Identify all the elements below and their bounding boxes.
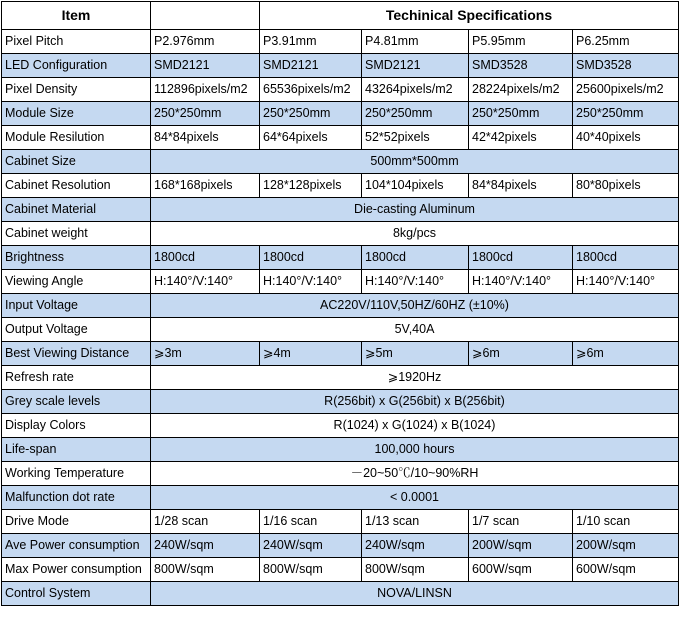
header-specs: Techinical Specifications [260,2,679,30]
table-row [2,150,679,174]
spec-merged-cell: 100,000 hours [151,438,679,462]
table-row [2,534,679,558]
spec-merged-cell: －20~50℃/10~90%RH [151,462,679,486]
spec-merged-cell: 8kg/pcs [151,222,679,246]
spec-cell: ⩾3m [151,342,260,366]
table-body [2,2,679,606]
spec-cell: 52*52pixels [362,126,469,150]
row-label: Life-span [2,438,151,462]
table-row [2,78,679,102]
spec-cell: 80*80pixels [573,174,679,198]
table-row [2,486,679,510]
row-label: Pixel Pitch [2,30,151,54]
table-row [2,342,679,366]
spec-merged-cell: 5V,40A [151,318,679,342]
row-label: Malfunction dot rate [2,486,151,510]
row-label: Max Power consumption [2,558,151,582]
spec-merged-cell: R(256bit) x G(256bit) x B(256bit) [151,390,679,414]
spec-cell: 200W/sqm [573,534,679,558]
row-label: Ave Power consumption [2,534,151,558]
row-label: Output Voltage [2,318,151,342]
spec-cell: 84*84pixels [151,126,260,150]
table-row [2,390,679,414]
spec-cell: 40*40pixels [573,126,679,150]
spec-cell: 800W/sqm [151,558,260,582]
header-row [2,2,679,30]
spec-cell: P2.976mm [151,30,260,54]
row-label: Pixel Density [2,78,151,102]
spec-cell: 600W/sqm [573,558,679,582]
row-label: Module Size [2,102,151,126]
table-row [2,438,679,462]
spec-cell: H:140°/V:140° [469,270,573,294]
row-label: Module Resilution [2,126,151,150]
table-row [2,510,679,534]
spec-cell: 1/7 scan [469,510,573,534]
row-label: Cabinet Resolution [2,174,151,198]
spec-cell: P6.25mm [573,30,679,54]
spec-cell: 1/13 scan [362,510,469,534]
table-row [2,54,679,78]
spec-cell: P5.95mm [469,30,573,54]
spec-cell: 28224pixels/m2 [469,78,573,102]
spec-merged-cell: AC220V/110V,50HZ/60HZ (±10%) [151,294,679,318]
spec-cell: SMD3528 [469,54,573,78]
table-row [2,102,679,126]
spec-merged-cell: NOVA/LINSN [151,582,679,606]
row-label: Cabinet Size [2,150,151,174]
spec-cell: 128*128pixels [260,174,362,198]
table-row [2,558,679,582]
spec-merged-cell: 500mm*500mm [151,150,679,174]
spec-cell: 42*42pixels [469,126,573,150]
spec-cell: 168*168pixels [151,174,260,198]
spec-cell: 800W/sqm [362,558,469,582]
table-row [2,582,679,606]
spec-merged-cell: < 0.0001 [151,486,679,510]
spec-cell: 43264pixels/m2 [362,78,469,102]
spec-cell: 240W/sqm [362,534,469,558]
spec-cell: SMD2121 [260,54,362,78]
table-row [2,414,679,438]
spec-cell: ⩾4m [260,342,362,366]
row-label: Display Colors [2,414,151,438]
table-row [2,126,679,150]
row-label: Brightness [2,246,151,270]
row-label: Grey scale levels [2,390,151,414]
spec-cell: 1/10 scan [573,510,679,534]
spec-cell: ⩾6m [469,342,573,366]
table-row [2,270,679,294]
spec-cell: 84*84pixels [469,174,573,198]
table-row [2,222,679,246]
row-label: Control System [2,582,151,606]
spec-cell: 1800cd [151,246,260,270]
spec-cell: P4.81mm [362,30,469,54]
spec-cell: 250*250mm [260,102,362,126]
spec-cell: 1800cd [260,246,362,270]
spec-cell: H:140°/V:140° [573,270,679,294]
specifications-table [1,1,679,606]
spec-cell: 1800cd [469,246,573,270]
spec-cell: 1800cd [362,246,469,270]
spec-cell: 250*250mm [151,102,260,126]
spec-cell: 250*250mm [573,102,679,126]
spec-cell: SMD2121 [362,54,469,78]
table-row [2,294,679,318]
table-row [2,174,679,198]
spec-cell: 1800cd [573,246,679,270]
spec-cell: 104*104pixels [362,174,469,198]
row-label: Best Viewing Distance [2,342,151,366]
spec-cell: SMD2121 [151,54,260,78]
row-label: Working Temperature [2,462,151,486]
spec-cell: 112896pixels/m2 [151,78,260,102]
table-row [2,366,679,390]
spec-merged-cell: ⩾1920Hz [151,366,679,390]
spec-cell: H:140°/V:140° [151,270,260,294]
spec-cell: ⩾5m [362,342,469,366]
spec-cell: 1/28 scan [151,510,260,534]
spec-cell: 600W/sqm [469,558,573,582]
header-blank [151,2,260,30]
header-item: Item [2,2,151,30]
spec-cell: SMD3528 [573,54,679,78]
row-label: Refresh rate [2,366,151,390]
row-label: Drive Mode [2,510,151,534]
spec-cell: 25600pixels/m2 [573,78,679,102]
table-row [2,318,679,342]
spec-cell: ⩾6m [573,342,679,366]
spec-cell: H:140°/V:140° [260,270,362,294]
table-row [2,462,679,486]
spec-cell: 200W/sqm [469,534,573,558]
spec-merged-cell: R(1024) x G(1024) x B(1024) [151,414,679,438]
spec-cell: 250*250mm [362,102,469,126]
table-row [2,30,679,54]
row-label: Viewing Angle [2,270,151,294]
table-row [2,246,679,270]
spec-cell: 250*250mm [469,102,573,126]
spec-merged-cell: Die-casting Aluminum [151,198,679,222]
row-label: LED Configuration [2,54,151,78]
spec-cell: 65536pixels/m2 [260,78,362,102]
spec-cell: 240W/sqm [151,534,260,558]
spec-cell: H:140°/V:140° [362,270,469,294]
table-row [2,198,679,222]
spec-cell: 240W/sqm [260,534,362,558]
row-label: Cabinet Material [2,198,151,222]
row-label: Cabinet weight [2,222,151,246]
spec-cell: P3.91mm [260,30,362,54]
row-label: Input Voltage [2,294,151,318]
spec-cell: 800W/sqm [260,558,362,582]
spec-cell: 1/16 scan [260,510,362,534]
spec-cell: 64*64pixels [260,126,362,150]
